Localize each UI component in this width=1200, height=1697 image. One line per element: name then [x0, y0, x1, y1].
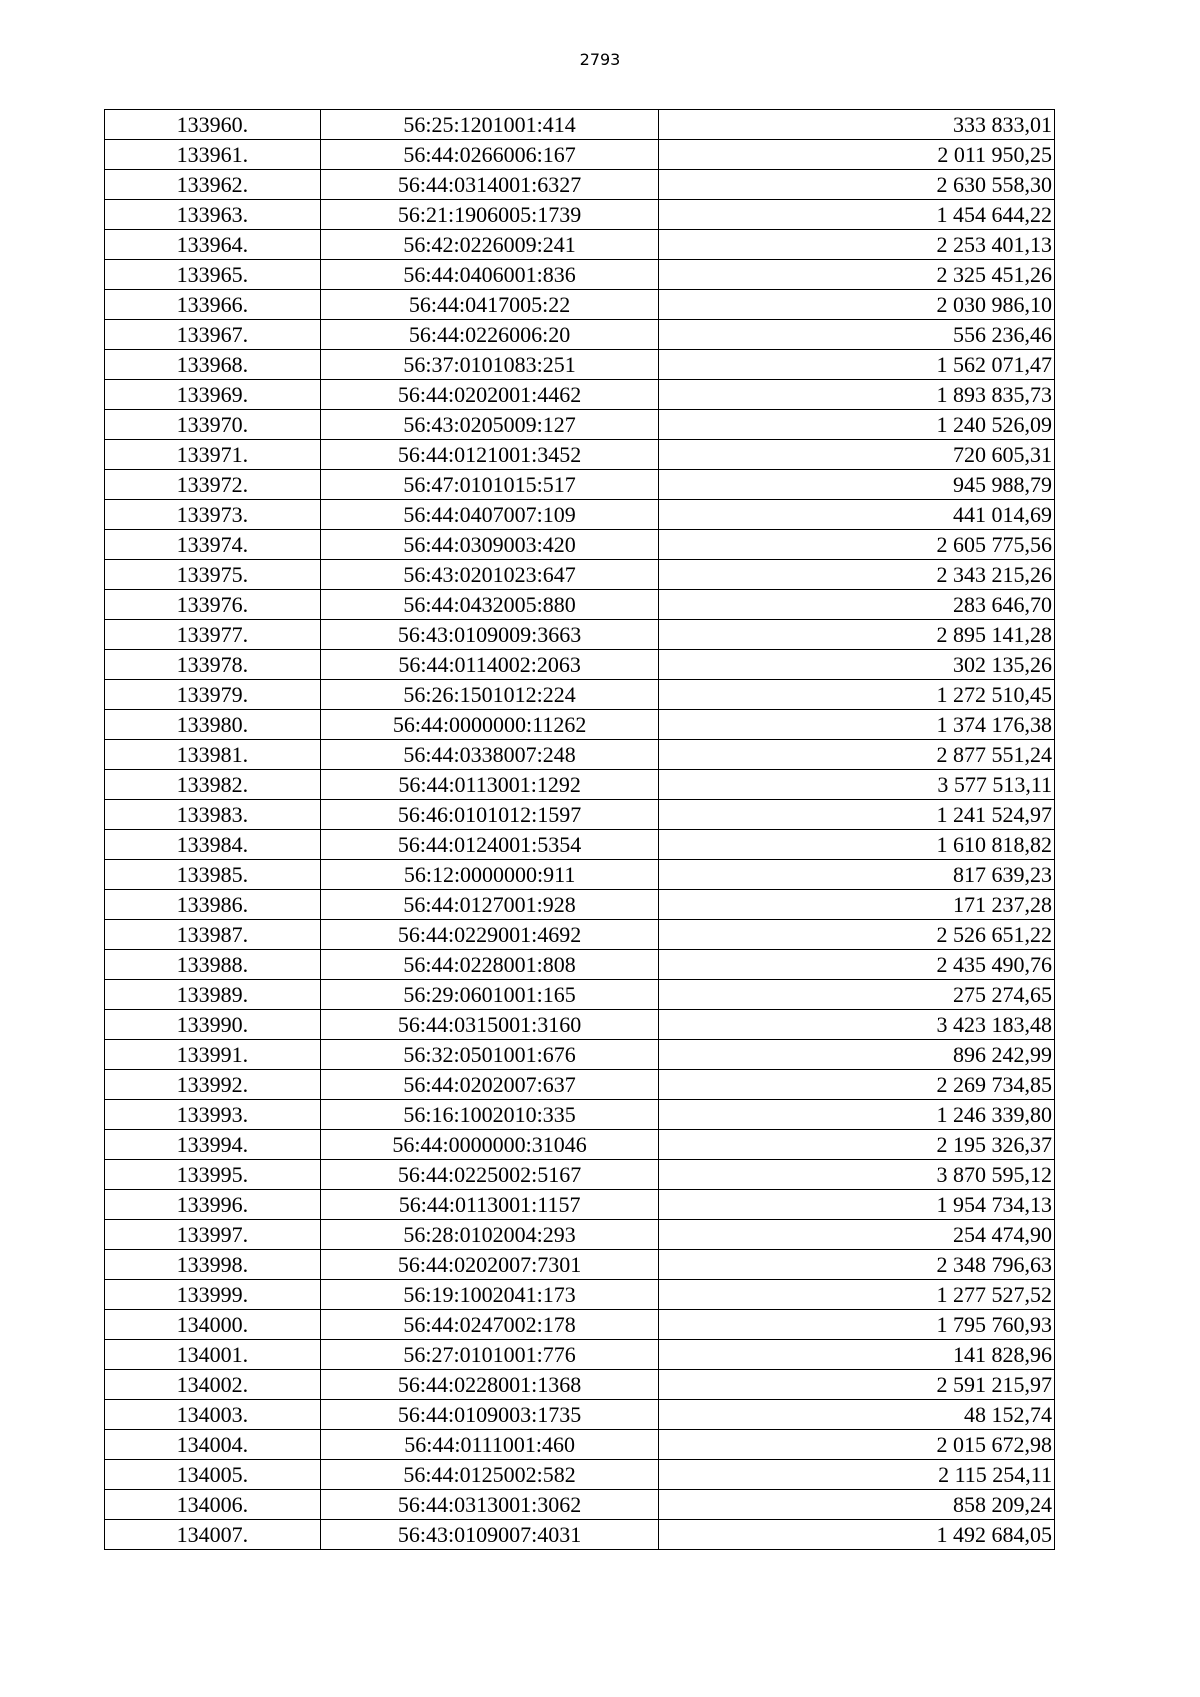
- row-number-cell: 134007.: [105, 1520, 321, 1550]
- cadastral-number-cell: 56:29:0601001:165: [320, 980, 659, 1010]
- cadastral-number-cell: 56:28:0102004:293: [320, 1220, 659, 1250]
- table-row: [105, 1160, 1055, 1190]
- table-row: [105, 740, 1055, 770]
- cadastral-value-cell: 2 343 215,26: [659, 560, 1055, 590]
- cadastral-value-cell: 1 795 760,93: [659, 1310, 1055, 1340]
- row-number-cell: 133970.: [105, 410, 321, 440]
- row-number-cell: 133972.: [105, 470, 321, 500]
- table-row: [105, 410, 1055, 440]
- cadastral-value-cell: 720 605,31: [659, 440, 1055, 470]
- cadastral-value-cell: 817 639,23: [659, 860, 1055, 890]
- table-row: [105, 1220, 1055, 1250]
- cadastral-number-cell: 56:44:0000000:11262: [320, 710, 659, 740]
- cadastral-value-cell: 2 877 551,24: [659, 740, 1055, 770]
- table-row: [105, 770, 1055, 800]
- row-number-cell: 133987.: [105, 920, 321, 950]
- cadastral-number-cell: 56:44:0202007:637: [320, 1070, 659, 1100]
- table-row: [105, 920, 1055, 950]
- table-row: [105, 890, 1055, 920]
- cadastral-value-cell: 283 646,70: [659, 590, 1055, 620]
- cadastral-number-cell: 56:44:0124001:5354: [320, 830, 659, 860]
- cadastral-number-cell: 56:42:0226009:241: [320, 230, 659, 260]
- row-number-cell: 133994.: [105, 1130, 321, 1160]
- cadastral-number-cell: 56:21:1906005:1739: [320, 200, 659, 230]
- cadastral-value-cell: 2 115 254,11: [659, 1460, 1055, 1490]
- row-number-cell: 133962.: [105, 170, 321, 200]
- cadastral-number-cell: 56:44:0111001:460: [320, 1430, 659, 1460]
- cadastral-value-cell: 2 630 558,30: [659, 170, 1055, 200]
- table-row: [105, 980, 1055, 1010]
- cadastral-number-cell: 56:43:0201023:647: [320, 560, 659, 590]
- table-row: [105, 350, 1055, 380]
- row-number-cell: 133984.: [105, 830, 321, 860]
- row-number-cell: 133995.: [105, 1160, 321, 1190]
- cadastral-value-cell: 2 030 986,10: [659, 290, 1055, 320]
- cadastral-number-cell: 56:43:0109009:3663: [320, 620, 659, 650]
- cadastral-number-cell: 56:44:0309003:420: [320, 530, 659, 560]
- cadastral-number-cell: 56:44:0113001:1292: [320, 770, 659, 800]
- cadastral-value-cell: 2 015 672,98: [659, 1430, 1055, 1460]
- table-row: [105, 1040, 1055, 1070]
- row-number-cell: 134002.: [105, 1370, 321, 1400]
- cadastral-value-cell: 2 325 451,26: [659, 260, 1055, 290]
- row-number-cell: 134001.: [105, 1340, 321, 1370]
- row-number-cell: 133983.: [105, 800, 321, 830]
- row-number-cell: 133969.: [105, 380, 321, 410]
- cadastral-value-cell: 441 014,69: [659, 500, 1055, 530]
- cadastral-value-cell: 2 895 141,28: [659, 620, 1055, 650]
- cadastral-number-cell: 56:47:0101015:517: [320, 470, 659, 500]
- row-number-cell: 133974.: [105, 530, 321, 560]
- cadastral-value-cell: 1 240 526,09: [659, 410, 1055, 440]
- row-number-cell: 133985.: [105, 860, 321, 890]
- cadastral-number-cell: 56:44:0121001:3452: [320, 440, 659, 470]
- cadastral-number-cell: 56:44:0202001:4462: [320, 380, 659, 410]
- cadastral-number-cell: 56:44:0314001:6327: [320, 170, 659, 200]
- table-row: [105, 1250, 1055, 1280]
- table-row: [105, 1070, 1055, 1100]
- table-row: [105, 680, 1055, 710]
- cadastral-value-cell: 1 374 176,38: [659, 710, 1055, 740]
- cadastral-value-cell: 2 526 651,22: [659, 920, 1055, 950]
- table-row: [105, 620, 1055, 650]
- table-row: [105, 440, 1055, 470]
- table-row: [105, 1520, 1055, 1550]
- cadastral-value-cell: 48 152,74: [659, 1400, 1055, 1430]
- row-number-cell: 133967.: [105, 320, 321, 350]
- row-number-cell: 133973.: [105, 500, 321, 530]
- cadastral-value-cell: 2 269 734,85: [659, 1070, 1055, 1100]
- table-row: [105, 320, 1055, 350]
- row-number-cell: 134000.: [105, 1310, 321, 1340]
- table-row: [105, 1310, 1055, 1340]
- cadastral-number-cell: 56:44:0202007:7301: [320, 1250, 659, 1280]
- cadastral-value-cell: 275 274,65: [659, 980, 1055, 1010]
- cadastral-number-cell: 56:44:0228001:1368: [320, 1370, 659, 1400]
- table-row: [105, 200, 1055, 230]
- cadastral-number-cell: 56:44:0109003:1735: [320, 1400, 659, 1430]
- row-number-cell: 133991.: [105, 1040, 321, 1070]
- row-number-cell: 133992.: [105, 1070, 321, 1100]
- cadastral-value-cell: 3 577 513,11: [659, 770, 1055, 800]
- row-number-cell: 133968.: [105, 350, 321, 380]
- row-number-cell: 133976.: [105, 590, 321, 620]
- table-row: [105, 500, 1055, 530]
- cadastral-number-cell: 56:37:0101083:251: [320, 350, 659, 380]
- cadastral-number-cell: 56:44:0315001:3160: [320, 1010, 659, 1040]
- row-number-cell: 133977.: [105, 620, 321, 650]
- cadastral-number-cell: 56:44:0338007:248: [320, 740, 659, 770]
- row-number-cell: 133981.: [105, 740, 321, 770]
- row-number-cell: 133971.: [105, 440, 321, 470]
- cadastral-number-cell: 56:44:0114002:2063: [320, 650, 659, 680]
- cadastral-value-cell: 3 870 595,12: [659, 1160, 1055, 1190]
- cadastral-value-cell: 141 828,96: [659, 1340, 1055, 1370]
- cadastral-value-cell: 945 988,79: [659, 470, 1055, 500]
- row-number-cell: 134006.: [105, 1490, 321, 1520]
- cadastral-value-cell: 2 605 775,56: [659, 530, 1055, 560]
- cadastral-value-cell: 1 454 644,22: [659, 200, 1055, 230]
- table-row: [105, 470, 1055, 500]
- row-number-cell: 133964.: [105, 230, 321, 260]
- table-row: [105, 950, 1055, 980]
- cadastral-value-cell: 896 242,99: [659, 1040, 1055, 1070]
- row-number-cell: 133979.: [105, 680, 321, 710]
- table-row: [105, 560, 1055, 590]
- table-row: [105, 1490, 1055, 1520]
- table-row: [105, 290, 1055, 320]
- row-number-cell: 133965.: [105, 260, 321, 290]
- table-row: [105, 830, 1055, 860]
- table-row: [105, 1100, 1055, 1130]
- row-number-cell: 133996.: [105, 1190, 321, 1220]
- table-row: [105, 1430, 1055, 1460]
- cadastral-value-cell: 2 253 401,13: [659, 230, 1055, 260]
- table-row: [105, 1370, 1055, 1400]
- row-number-cell: 133963.: [105, 200, 321, 230]
- table-row: [105, 650, 1055, 680]
- cadastral-value-cell: 2 591 215,97: [659, 1370, 1055, 1400]
- table-row: [105, 260, 1055, 290]
- cadastral-number-cell: 56:44:0417005:22: [320, 290, 659, 320]
- cadastral-value-cell: 302 135,26: [659, 650, 1055, 680]
- cadastral-value-cell: 3 423 183,48: [659, 1010, 1055, 1040]
- cadastral-number-cell: 56:16:1002010:335: [320, 1100, 659, 1130]
- row-number-cell: 134003.: [105, 1400, 321, 1430]
- row-number-cell: 133988.: [105, 950, 321, 980]
- cadastral-number-cell: 56:44:0226006:20: [320, 320, 659, 350]
- cadastral-number-cell: 56:43:0205009:127: [320, 410, 659, 440]
- cadastral-number-cell: 56:26:1501012:224: [320, 680, 659, 710]
- row-number-cell: 133960.: [105, 110, 321, 140]
- cadastral-value-cell: 254 474,90: [659, 1220, 1055, 1250]
- cadastral-value-cell: 1 893 835,73: [659, 380, 1055, 410]
- row-number-cell: 134005.: [105, 1460, 321, 1490]
- row-number-cell: 133993.: [105, 1100, 321, 1130]
- cadastral-number-cell: 56:44:0247002:178: [320, 1310, 659, 1340]
- cadastral-number-cell: 56:44:0225002:5167: [320, 1160, 659, 1190]
- table-row: [105, 1190, 1055, 1220]
- row-number-cell: 133997.: [105, 1220, 321, 1250]
- row-number-cell: 133978.: [105, 650, 321, 680]
- cadastral-number-cell: 56:44:0228001:808: [320, 950, 659, 980]
- row-number-cell: 134004.: [105, 1430, 321, 1460]
- row-number-cell: 133999.: [105, 1280, 321, 1310]
- cadastral-value-cell: 1 492 684,05: [659, 1520, 1055, 1550]
- row-number-cell: 133975.: [105, 560, 321, 590]
- cadastral-number-cell: 56:12:0000000:911: [320, 860, 659, 890]
- cadastral-number-cell: 56:44:0407007:109: [320, 500, 659, 530]
- cadastral-number-cell: 56:19:1002041:173: [320, 1280, 659, 1310]
- cadastral-number-cell: 56:46:0101012:1597: [320, 800, 659, 830]
- table-row: [105, 110, 1055, 140]
- cadastral-number-cell: 56:44:0432005:880: [320, 590, 659, 620]
- cadastral-value-cell: 1 246 339,80: [659, 1100, 1055, 1130]
- cadastral-value-cell: 556 236,46: [659, 320, 1055, 350]
- table-row: [105, 530, 1055, 560]
- cadastral-number-cell: 56:44:0127001:928: [320, 890, 659, 920]
- cadastral-value-cell: 1 954 734,13: [659, 1190, 1055, 1220]
- cadastral-value-cell: 1 272 510,45: [659, 680, 1055, 710]
- cadastral-value-cell: 333 833,01: [659, 110, 1055, 140]
- table-row: [105, 140, 1055, 170]
- row-number-cell: 133990.: [105, 1010, 321, 1040]
- table-row: [105, 1010, 1055, 1040]
- table-row: [105, 170, 1055, 200]
- table-body: [105, 110, 1055, 1550]
- cadastral-number-cell: 56:27:0101001:776: [320, 1340, 659, 1370]
- cadastral-value-cell: 1 277 527,52: [659, 1280, 1055, 1310]
- cadastral-number-cell: 56:44:0000000:31046: [320, 1130, 659, 1160]
- table-row: [105, 1280, 1055, 1310]
- table-row: [105, 1460, 1055, 1490]
- row-number-cell: 133980.: [105, 710, 321, 740]
- row-number-cell: 133986.: [105, 890, 321, 920]
- row-number-cell: 133982.: [105, 770, 321, 800]
- row-number-cell: 133998.: [105, 1250, 321, 1280]
- row-number-cell: 133989.: [105, 980, 321, 1010]
- cadastral-value-cell: 1 241 524,97: [659, 800, 1055, 830]
- cadastral-number-cell: 56:44:0113001:1157: [320, 1190, 659, 1220]
- cadastral-number-cell: 56:32:0501001:676: [320, 1040, 659, 1070]
- table-row: [105, 1400, 1055, 1430]
- row-number-cell: 133966.: [105, 290, 321, 320]
- cadastral-value-cell: 2 348 796,63: [659, 1250, 1055, 1280]
- cadastral-value-cell: 1 562 071,47: [659, 350, 1055, 380]
- cadastral-value-cell: 2 435 490,76: [659, 950, 1055, 980]
- cadastral-number-cell: 56:44:0229001:4692: [320, 920, 659, 950]
- table-row: [105, 1340, 1055, 1370]
- table-row: [105, 380, 1055, 410]
- cadastral-number-cell: 56:44:0406001:836: [320, 260, 659, 290]
- table-row: [105, 860, 1055, 890]
- table-row: [105, 590, 1055, 620]
- cadastral-number-cell: 56:25:1201001:414: [320, 110, 659, 140]
- cadastral-value-cell: 2 011 950,25: [659, 140, 1055, 170]
- table-row: [105, 230, 1055, 260]
- cadastral-number-cell: 56:44:0266006:167: [320, 140, 659, 170]
- cadastral-number-cell: 56:44:0125002:582: [320, 1460, 659, 1490]
- page-number: 2793: [579, 50, 621, 69]
- cadastral-value-cell: 1 610 818,82: [659, 830, 1055, 860]
- table-row: [105, 800, 1055, 830]
- row-number-cell: 133961.: [105, 140, 321, 170]
- cadastral-value-table: [104, 109, 1055, 1550]
- cadastral-value-cell: 858 209,24: [659, 1490, 1055, 1520]
- table-row: [105, 1130, 1055, 1160]
- table-row: [105, 710, 1055, 740]
- cadastral-value-cell: 2 195 326,37: [659, 1130, 1055, 1160]
- cadastral-number-cell: 56:43:0109007:4031: [320, 1520, 659, 1550]
- cadastral-number-cell: 56:44:0313001:3062: [320, 1490, 659, 1520]
- cadastral-value-cell: 171 237,28: [659, 890, 1055, 920]
